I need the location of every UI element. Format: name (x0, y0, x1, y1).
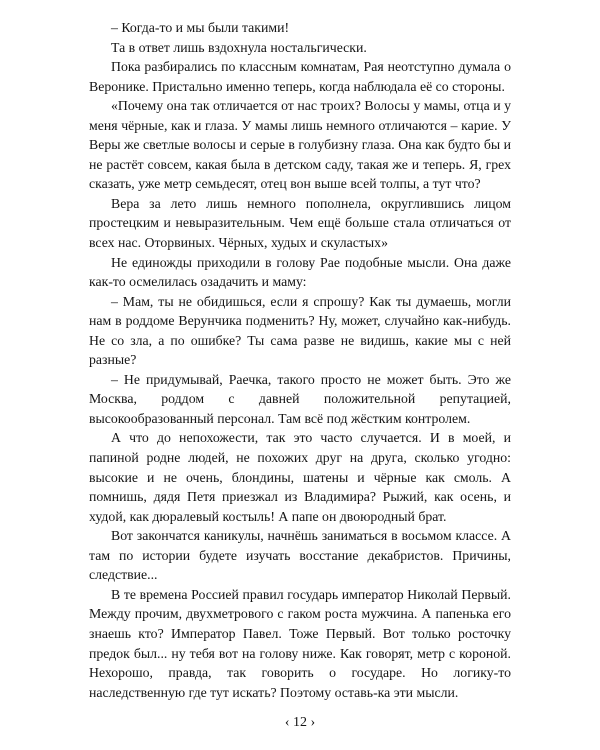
paragraph: Не единожды приходили в голову Рае подобные мысли. Она даже как-то осмелилась озадачить и маму: (89, 254, 511, 290)
paragraph: – Мам, ты не обидишься, если я спрошу? Как ты думаешь, могли нам в роддоме Верунчика подменить? Ну, может, случайно как-нибудь. Не со зла, а по ошибке? Ты сама разве не видишь, какие мы с ней разные? (89, 293, 511, 368)
paragraph: Вера за лето лишь немного пополнела, округлившись лицом простецким и невыразительным. Чем ещё больше стала отличаться от всех нас. Оторвиных. Чёрных, худых и скуластых» (89, 195, 511, 251)
paragraph: Вот закончатся каникулы, начнёшь заниматься в восьмом классе. А там по истории будете изучать восстание декабристов. Причины, следствие... (89, 528, 511, 583)
paragraph: – Когда-то и мы были такими! (111, 20, 290, 35)
paragraph: – Не придумывай, Раечка, такого просто не может быть. Это же Москва, роддом с давней положительной репутацией, высокообразованный персонал. Там всё под жёстким контролем. (89, 371, 511, 426)
paragraph: В те времена Россией правил государь император Николай Первый. Между прочим, двухметрового с гаком роста мужчина. А папенька его знаешь кто? Император Павел. Тоже Первый. Вот только росточку предок был... ну тебя вот на голову ниже. Как говорят, метр с короной. Нехорошо, правда, так говорить о государе. Но логику-то наследственную где тут искать? Поэтому оставь-ка эти мысли. (89, 586, 511, 700)
page-number: ‹ 12 › (284, 715, 316, 730)
paragraph: Та в ответ лишь вздохнула ностальгически. (111, 39, 367, 55)
body-text (89, 18, 511, 702)
paragraph: Пока разбирались по классным комнатам, Рая неотступно думала о Веронике. Пристально именно теперь, когда наблюдала её со стороны. (89, 59, 511, 94)
paragraph: А что до непохожести, так это часто случается. И в моей, и папиной родне людей, не похожих друг на друга, сколько угодно: высокие и не очень, блондины, шатены и чёрные как смоль. А помнишь, дядя Петя приезжал из Владимира? Рыжий, как осень, и худой, как дюралевый костыль! А папе он двоюродный брат. (89, 430, 511, 524)
paragraph: «Почему она так отличается от нас троих? Волосы у мамы, отца и у меня чёрные, как и глаза. У мамы лишь немного отличаются – карие. У Веры же светлые волосы и серые в голубизну глаза. Она как будто бы и не растёт совсем, какая была в детском саду, такая же и теперь. Я, грех сказать, уже метр семьдесят, отец вон выше всей толпы, а тут что? (89, 98, 511, 192)
